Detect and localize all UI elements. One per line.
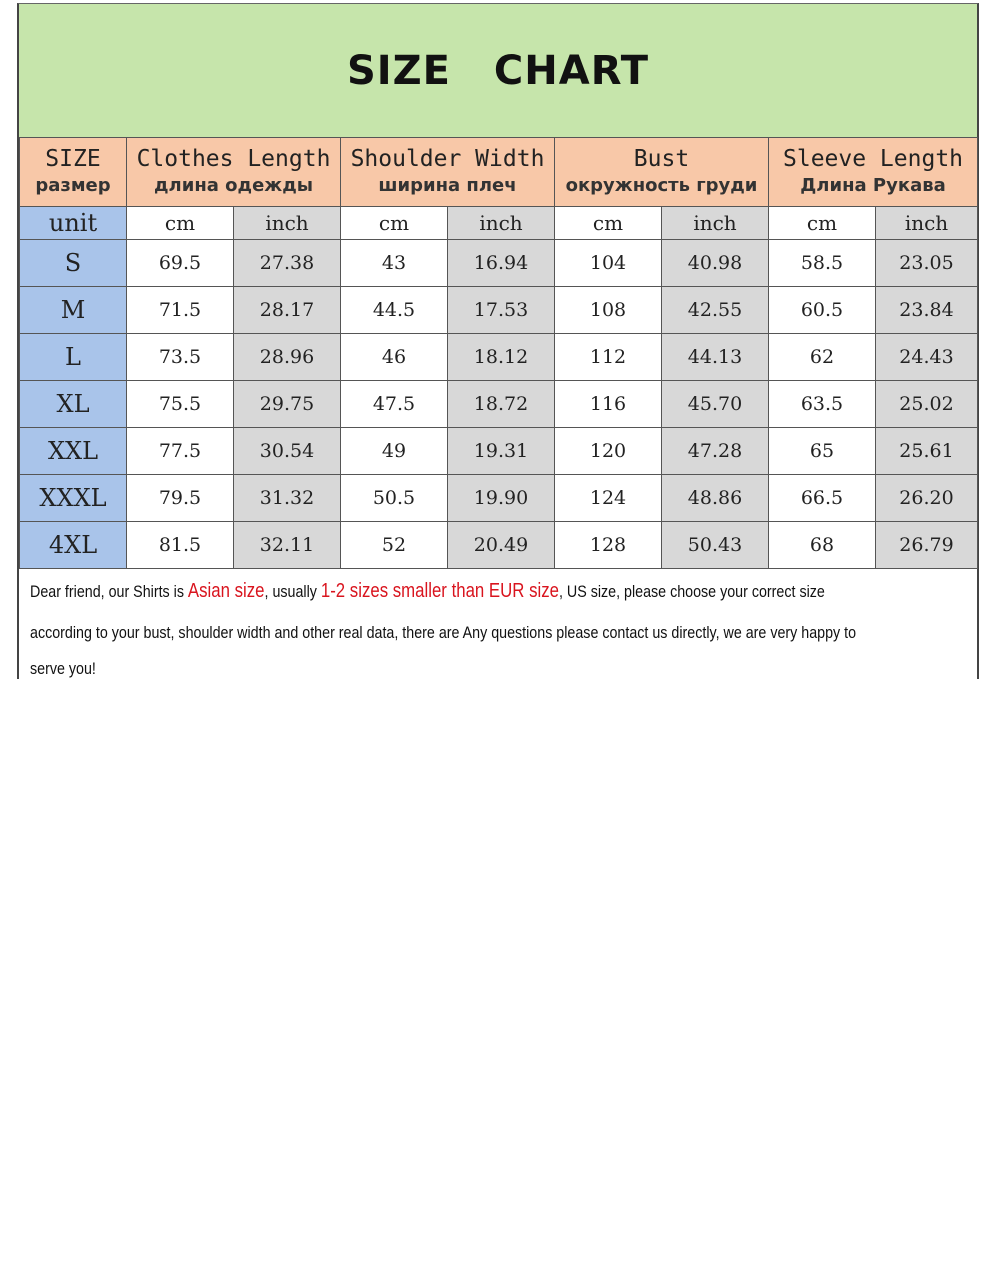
value-cell: 29.75 — [234, 381, 341, 428]
unit-cell: cm — [555, 207, 662, 240]
size-table — [19, 137, 978, 569]
unit-cell: cm — [341, 207, 448, 240]
value-cell: 50.43 — [662, 522, 769, 569]
header-ru: ширина плеч — [378, 175, 517, 196]
value-cell: 32.11 — [234, 522, 341, 569]
header-cell-size — [20, 138, 127, 207]
unit-cell: inch — [662, 207, 769, 240]
value-cell: 120 — [555, 428, 662, 475]
table-row — [20, 381, 978, 428]
header-cell-sleeve-length — [769, 138, 978, 207]
header-en: SIZE — [45, 146, 101, 172]
value-cell: 49 — [341, 428, 448, 475]
value-cell: 46 — [341, 334, 448, 381]
value-cell: 124 — [555, 475, 662, 522]
value-cell: 77.5 — [127, 428, 234, 475]
value-cell: 30.54 — [234, 428, 341, 475]
value-cell: 47.5 — [341, 381, 448, 428]
value-cell: 128 — [555, 522, 662, 569]
header-en: Bust — [633, 146, 690, 172]
chart-title: SIZE CHART — [346, 47, 650, 94]
value-cell: 18.12 — [448, 334, 555, 381]
value-cell: 43 — [341, 240, 448, 287]
header-row — [20, 138, 978, 207]
unit-cell: cm — [769, 207, 876, 240]
value-cell: 68 — [769, 522, 876, 569]
table-row — [20, 240, 978, 287]
size-chart — [17, 3, 979, 679]
header-en: Clothes Length — [136, 146, 331, 172]
value-cell: 79.5 — [127, 475, 234, 522]
value-cell: 73.5 — [127, 334, 234, 381]
value-cell: 24.43 — [876, 334, 978, 381]
value-cell: 66.5 — [769, 475, 876, 522]
note-line-3: serve you! — [30, 659, 96, 678]
note-line-2: according to your bust, shoulder width and other real data, there are Any questions please contact us directly, we are very happy to — [30, 623, 857, 642]
value-cell: 112 — [555, 334, 662, 381]
size-label-cell: XL — [20, 381, 127, 428]
value-cell: 28.96 — [234, 334, 341, 381]
value-cell: 104 — [555, 240, 662, 287]
value-cell: 19.90 — [448, 475, 555, 522]
size-label-cell: S — [20, 240, 127, 287]
header-ru: длина одежды — [153, 175, 314, 196]
value-cell: 108 — [555, 287, 662, 334]
size-label-cell: XXL — [20, 428, 127, 475]
value-cell: 20.49 — [448, 522, 555, 569]
value-cell: 81.5 — [127, 522, 234, 569]
value-cell: 23.05 — [876, 240, 978, 287]
note-text: Dear friend, our Shirts is — [30, 582, 188, 601]
table-row — [20, 428, 978, 475]
value-cell: 52 — [341, 522, 448, 569]
note-line-1 — [30, 570, 825, 612]
value-cell: 42.55 — [662, 287, 769, 334]
size-label-cell: 4XL — [20, 522, 127, 569]
table-row — [20, 334, 978, 381]
unit-cell: inch — [448, 207, 555, 240]
header-ru: Длина Рукава — [800, 175, 946, 196]
value-cell: 65 — [769, 428, 876, 475]
value-cell: 26.20 — [876, 475, 978, 522]
unit-cell: cm — [127, 207, 234, 240]
value-cell: 47.28 — [662, 428, 769, 475]
value-cell: 31.32 — [234, 475, 341, 522]
note-text: , US size, please choose your correct size — [558, 582, 825, 601]
unit-cell: unit — [20, 207, 127, 240]
value-cell: 50.5 — [341, 475, 448, 522]
value-cell: 63.5 — [769, 381, 876, 428]
value-cell: 75.5 — [127, 381, 234, 428]
header-cell-shoulder-width — [341, 138, 555, 207]
value-cell: 23.84 — [876, 287, 978, 334]
data-rows — [20, 240, 978, 569]
header-cell-bust — [555, 138, 769, 207]
size-label-cell: M — [20, 287, 127, 334]
value-cell: 27.38 — [234, 240, 341, 287]
table-row — [20, 522, 978, 569]
table-row — [20, 475, 978, 522]
value-cell: 44.5 — [341, 287, 448, 334]
title-band — [19, 4, 977, 138]
header-ru: размер — [35, 175, 111, 196]
size-note — [30, 570, 857, 684]
value-cell: 48.86 — [662, 475, 769, 522]
value-cell: 25.61 — [876, 428, 978, 475]
note-text: , usually — [264, 582, 321, 601]
unit-cell: inch — [234, 207, 341, 240]
value-cell: 44.13 — [662, 334, 769, 381]
value-cell: 60.5 — [769, 287, 876, 334]
unit-cell: inch — [876, 207, 978, 240]
header-en: Sleeve Length — [783, 146, 964, 172]
value-cell: 62 — [769, 334, 876, 381]
unit-row — [20, 207, 978, 240]
value-cell: 25.02 — [876, 381, 978, 428]
value-cell: 71.5 — [127, 287, 234, 334]
header-en: Shoulder Width — [350, 146, 545, 172]
value-cell: 17.53 — [448, 287, 555, 334]
size-label-cell: L — [20, 334, 127, 381]
size-label-cell: XXXL — [20, 475, 127, 522]
value-cell: 116 — [555, 381, 662, 428]
value-cell: 16.94 — [448, 240, 555, 287]
header-cell-clothes-length — [127, 138, 341, 207]
table-row — [20, 287, 978, 334]
value-cell: 18.72 — [448, 381, 555, 428]
value-cell: 28.17 — [234, 287, 341, 334]
header-ru: окружность груди — [565, 175, 758, 196]
value-cell: 69.5 — [127, 240, 234, 287]
value-cell: 40.98 — [662, 240, 769, 287]
note-highlight: Asian size — [187, 580, 265, 602]
value-cell: 58.5 — [769, 240, 876, 287]
value-cell: 19.31 — [448, 428, 555, 475]
value-cell: 45.70 — [662, 381, 769, 428]
value-cell: 26.79 — [876, 522, 978, 569]
note-highlight: 1-2 sizes smaller than EUR size — [320, 580, 559, 602]
